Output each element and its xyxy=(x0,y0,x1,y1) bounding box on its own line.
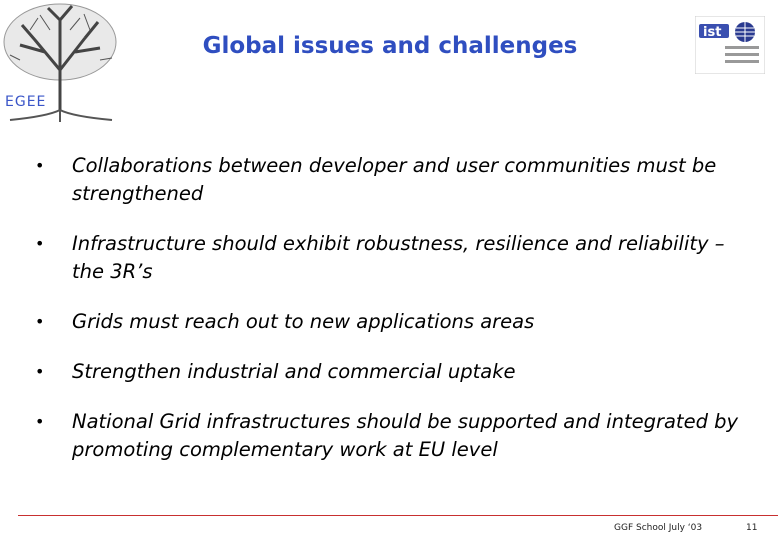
bullet-text: Strengthen industrial and commercial uptake xyxy=(72,360,516,383)
bullet-dot-icon: • xyxy=(35,412,45,431)
bullet-item xyxy=(35,308,755,336)
svg-text:ist: ist xyxy=(703,25,722,40)
bullet-text: Collaborations between developer and user communities must be strengthened xyxy=(72,154,717,205)
slide-title: Global issues and challenges xyxy=(202,33,578,59)
bullet-item xyxy=(35,358,755,386)
egee-tree-logo-icon xyxy=(0,0,120,125)
bullet-dot-icon: • xyxy=(35,362,45,381)
bullet-item xyxy=(35,230,755,286)
bullet-item xyxy=(35,152,755,208)
bullet-dot-icon: • xyxy=(35,156,45,175)
bullet-list xyxy=(35,152,755,464)
bullet-item xyxy=(35,408,755,464)
page-number: 11 xyxy=(746,523,758,533)
bullet-dot-icon: • xyxy=(35,234,45,253)
egee-logo-text: EGEE xyxy=(5,94,47,110)
bullet-text: Infrastructure should exhibit robustness, resilience and reliability – the 3R’s xyxy=(72,232,725,283)
bullet-dot-icon: • xyxy=(35,312,45,331)
footer-label: GGF School July ‘03 xyxy=(614,523,703,533)
bullet-text: National Grid infrastructures should be supported and integrated by promoting complementary work at EU level xyxy=(72,410,739,461)
footer-divider xyxy=(18,515,778,516)
bullet-text: Grids must reach out to new applications areas xyxy=(72,310,535,333)
